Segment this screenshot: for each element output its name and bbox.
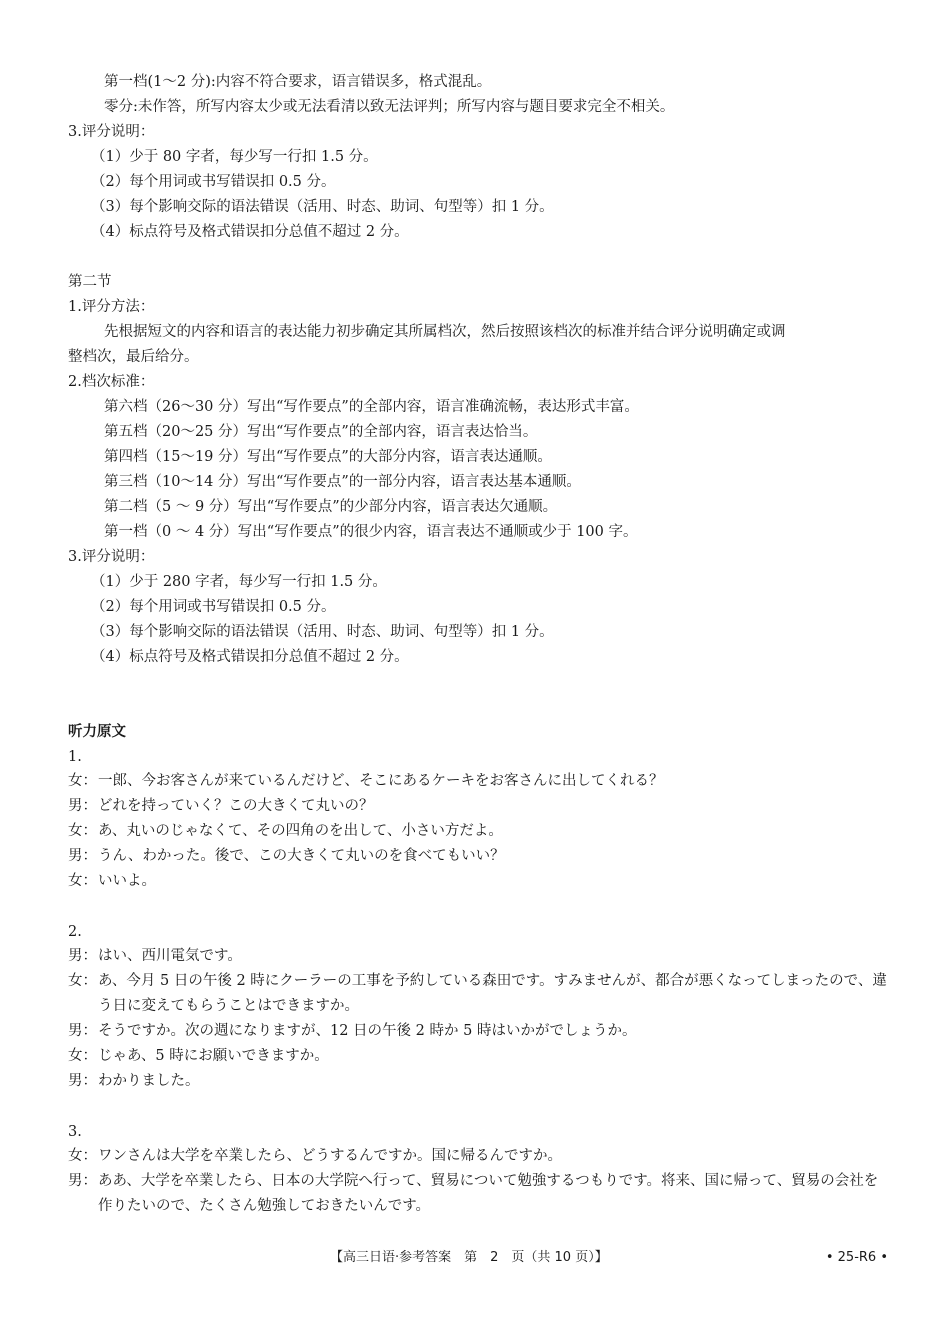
method-text-line2: 整档次，最后给分。 xyxy=(68,349,199,365)
dialogue-line xyxy=(68,944,888,969)
section-2-title: 第二节 xyxy=(68,274,112,290)
listening-heading: 听力原文 xyxy=(68,724,126,740)
zero-score-line: 零分:未作答，所写内容太少或无法看清以致无法评判；所写内容与题目要求完全不相关。 xyxy=(104,99,675,115)
speaker-label: 男： xyxy=(68,948,97,964)
level-line: 第三档（10～14 分）写出“写作要点”的一部分内容，语言表达基本通顺。 xyxy=(104,474,581,490)
level-line: 第六档（26～30 分）写出“写作要点”的全部内容，语言准确流畅，表达形式丰富。 xyxy=(104,399,639,415)
speaker-label: 男： xyxy=(68,798,97,814)
level-line: 第二档（5 ～ 9 分）写出“写作要点”的少部分内容，语言表达欠通顺。 xyxy=(104,499,558,515)
page-footer: 【高三日语·参考答案 第 2 页（共 10 页）】 xyxy=(330,1250,608,1265)
scoring-note: （3）每个影响交际的语法错误（活用、时态、助词、句型等）扣 1 分。 xyxy=(91,199,554,215)
dialogue-line xyxy=(68,1069,888,1094)
scoring-note: （1）少于 80 字者，每少写一行扣 1.5 分。 xyxy=(91,149,378,165)
question-number: 2. xyxy=(68,924,82,940)
dialogue-text: うん、わかった。後で、この大きくて丸いのを食べてもいい？ xyxy=(98,848,505,864)
dialogue-text: 一郎、今お客さんが来ているんだけど、そこにあるケーキをお客さんに出してくれる？ xyxy=(98,773,664,789)
speaker-label: 女： xyxy=(68,973,97,989)
speaker-label: 男： xyxy=(68,848,97,864)
scoring-notes-title: 3.评分说明： xyxy=(68,549,155,565)
dialogue-line xyxy=(68,769,888,794)
levels-title: 2.档次标准： xyxy=(68,374,155,390)
scoring-note: （2）每个用词或书写错误扣 0.5 分。 xyxy=(91,599,336,615)
dialogue-text: どれを持っていく？この大きくて丸いの？ xyxy=(98,798,374,814)
dialogue-line xyxy=(68,1144,888,1169)
dialogue-line xyxy=(68,1169,888,1219)
speaker-label: 女： xyxy=(68,773,97,789)
level-line: 第五档（20～25 分）写出“写作要点”的全部内容，语言表达恰当。 xyxy=(104,424,538,440)
scoring-note: （1）少于 280 字者，每少写一行扣 1.5 分。 xyxy=(91,574,387,590)
dialogue-line xyxy=(68,819,888,844)
dialogue-text: あ、今月 5 日の午後 2 時にクーラーの工事を予約している森田です。すみませんが、都合が悪くなってしまったので、違う日に変えてもらうことはできますか。 xyxy=(98,973,887,1014)
dialogue-line xyxy=(68,794,888,819)
speaker-label: 女： xyxy=(68,1048,97,1064)
dialogue-text: ああ、大学を卒業したら、日本の大学院へ行って、貿易について勉強するつもりです。将来、国に帰って、貿易の会社を作りたいので、たくさん勉強しておきたいんです。 xyxy=(98,1173,879,1214)
speaker-label: 女： xyxy=(68,1148,97,1164)
dialogue-text: あ、丸いのじゃなくて、その四角のを出して、小さい方だよ。 xyxy=(98,823,503,839)
dialogue-line xyxy=(68,969,888,1019)
dialogue-text: ワンさんは大学を卒業したら、どうするんですか。国に帰るんですか。 xyxy=(98,1148,562,1164)
exam-code: • 25-R6 • xyxy=(825,1250,888,1265)
scoring-note: （4）标点符号及格式错误扣分总值不超过 2 分。 xyxy=(91,224,409,240)
speaker-label: 男： xyxy=(68,1173,97,1189)
speaker-label: 男： xyxy=(68,1023,97,1039)
dialogue-line xyxy=(68,869,888,894)
question-number: 3. xyxy=(68,1124,82,1140)
scoring-notes-title: 3.评分说明： xyxy=(68,124,155,140)
scoring-note: （4）标点符号及格式错误扣分总值不超过 2 分。 xyxy=(91,649,409,665)
dialogue-line xyxy=(68,1019,888,1044)
method-text-line1: 先根据短文的内容和语言的表达能力初步确定其所属档次，然后按照该档次的标准并结合评分说明确定或调 xyxy=(104,324,786,340)
dialogue-text: はい、西川電気です。 xyxy=(98,948,242,964)
grade-1-line: 第一档(1～2 分):内容不符合要求，语言错误多，格式混乱。 xyxy=(104,74,492,90)
dialogue-text: じゃあ、5 時にお願いできますか。 xyxy=(98,1048,329,1064)
speaker-label: 男： xyxy=(68,1073,97,1089)
dialogue-line xyxy=(68,1044,888,1069)
level-line: 第四档（15～19 分）写出“写作要点”的大部分内容，语言表达通顺。 xyxy=(104,449,552,465)
scoring-note: （3）每个影响交际的语法错误（活用、时态、助词、句型等）扣 1 分。 xyxy=(91,624,554,640)
speaker-label: 女： xyxy=(68,823,97,839)
level-line: 第一档（0 ～ 4 分）写出“写作要点”的很少内容，语言表达不通顺或少于 100 字。 xyxy=(104,524,638,540)
dialogue-text: わかりました。 xyxy=(98,1073,200,1089)
question-number: 1. xyxy=(68,749,82,765)
dialogue-text: そうですか。次の週になりますが、12 日の午後 2 時か 5 時はいかがでしょうか。 xyxy=(98,1023,637,1039)
method-title: 1.评分方法： xyxy=(68,299,155,315)
dialogue-line xyxy=(68,844,888,869)
speaker-label: 女： xyxy=(68,873,97,889)
dialogue-text: いいよ。 xyxy=(98,873,156,889)
scoring-note: （2）每个用词或书写错误扣 0.5 分。 xyxy=(91,174,336,190)
